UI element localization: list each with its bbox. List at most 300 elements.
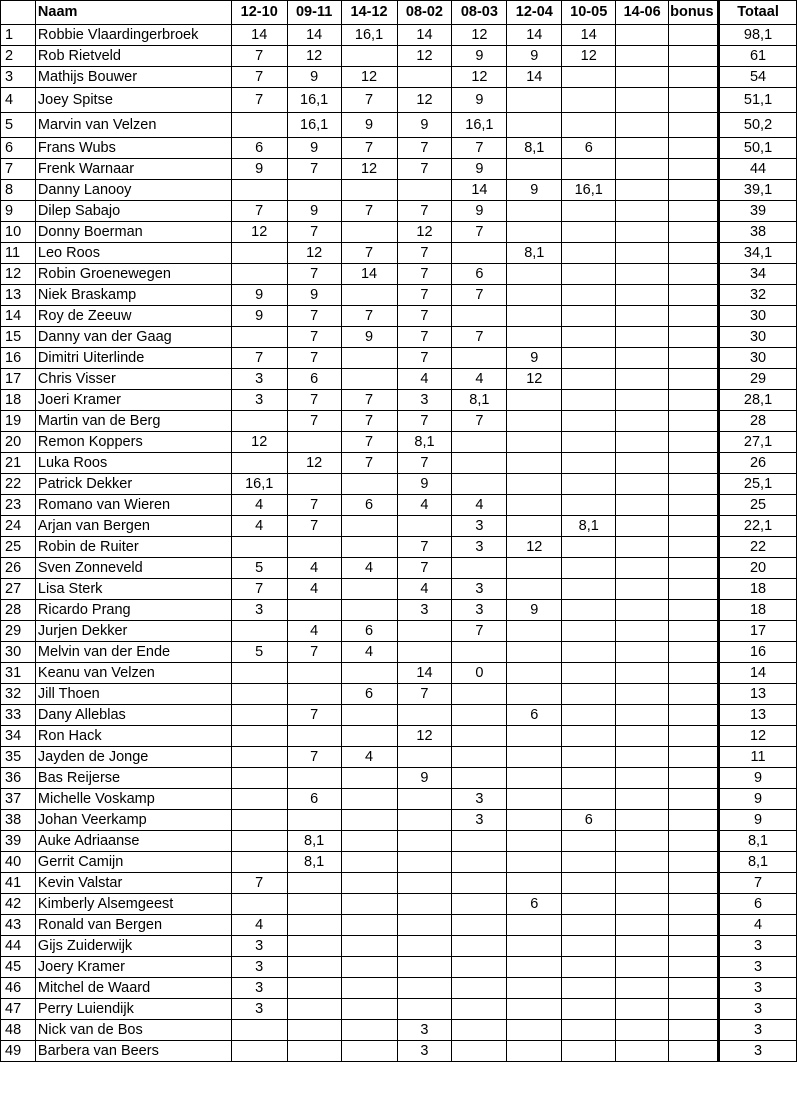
score-cell[interactable]: 7 <box>231 201 287 222</box>
score-cell[interactable]: 9 <box>507 348 562 369</box>
score-cell[interactable] <box>562 390 616 411</box>
score-cell[interactable]: 16,1 <box>341 25 397 46</box>
score-cell[interactable] <box>341 894 397 915</box>
header-cell-date[interactable]: 08-02 <box>397 1 452 25</box>
total-cell[interactable]: 34 <box>719 264 797 285</box>
rank-cell[interactable]: 23 <box>1 495 36 516</box>
rank-cell[interactable]: 33 <box>1 705 36 726</box>
header-cell-date[interactable]: 14-06 <box>616 1 669 25</box>
score-cell[interactable]: 12 <box>507 369 562 390</box>
score-cell[interactable] <box>562 579 616 600</box>
name-cell[interactable]: Joeri Kramer <box>35 390 231 411</box>
total-cell[interactable]: 39 <box>719 201 797 222</box>
header-cell-date[interactable]: 14-12 <box>341 1 397 25</box>
score-cell[interactable] <box>397 831 452 852</box>
score-cell[interactable] <box>507 999 562 1020</box>
bonus-cell[interactable] <box>669 369 719 390</box>
bonus-cell[interactable] <box>669 516 719 537</box>
score-cell[interactable]: 7 <box>287 516 341 537</box>
score-cell[interactable]: 12 <box>397 726 452 747</box>
rank-cell[interactable]: 29 <box>1 621 36 642</box>
score-cell[interactable] <box>397 516 452 537</box>
score-cell[interactable]: 12 <box>397 222 452 243</box>
score-cell[interactable] <box>397 936 452 957</box>
name-cell[interactable]: Romano van Wieren <box>35 495 231 516</box>
bonus-cell[interactable] <box>669 726 719 747</box>
rank-cell[interactable]: 4 <box>1 88 36 113</box>
rank-cell[interactable]: 44 <box>1 936 36 957</box>
score-cell[interactable]: 3 <box>231 999 287 1020</box>
score-cell[interactable] <box>616 327 669 348</box>
total-cell[interactable]: 9 <box>719 768 797 789</box>
bonus-cell[interactable] <box>669 1041 719 1062</box>
score-cell[interactable] <box>452 243 507 264</box>
name-cell[interactable]: Mathijs Bouwer <box>35 67 231 88</box>
score-cell[interactable]: 7 <box>287 327 341 348</box>
score-cell[interactable] <box>341 537 397 558</box>
score-cell[interactable] <box>397 642 452 663</box>
name-cell[interactable]: Robin Groenewegen <box>35 264 231 285</box>
name-cell[interactable]: Robin de Ruiter <box>35 537 231 558</box>
total-cell[interactable]: 25 <box>719 495 797 516</box>
score-cell[interactable] <box>452 726 507 747</box>
bonus-cell[interactable] <box>669 768 719 789</box>
score-cell[interactable]: 3 <box>397 1041 452 1062</box>
bonus-cell[interactable] <box>669 747 719 768</box>
score-cell[interactable] <box>616 159 669 180</box>
score-cell[interactable]: 4 <box>341 642 397 663</box>
name-cell[interactable]: Ricardo Prang <box>35 600 231 621</box>
bonus-cell[interactable] <box>669 999 719 1020</box>
score-cell[interactable] <box>397 67 452 88</box>
score-cell[interactable] <box>562 88 616 113</box>
score-cell[interactable]: 3 <box>231 390 287 411</box>
score-cell[interactable] <box>616 747 669 768</box>
score-cell[interactable] <box>341 810 397 831</box>
score-cell[interactable]: 12 <box>287 46 341 67</box>
score-cell[interactable] <box>507 810 562 831</box>
score-cell[interactable] <box>616 285 669 306</box>
score-cell[interactable] <box>287 768 341 789</box>
total-cell[interactable]: 26 <box>719 453 797 474</box>
score-cell[interactable] <box>562 684 616 705</box>
bonus-cell[interactable] <box>669 67 719 88</box>
score-cell[interactable] <box>231 684 287 705</box>
total-cell[interactable]: 6 <box>719 894 797 915</box>
score-cell[interactable] <box>562 453 616 474</box>
score-cell[interactable] <box>452 684 507 705</box>
score-cell[interactable] <box>231 1020 287 1041</box>
score-cell[interactable]: 12 <box>231 432 287 453</box>
score-cell[interactable]: 6 <box>341 684 397 705</box>
total-cell[interactable]: 29 <box>719 369 797 390</box>
rank-cell[interactable]: 12 <box>1 264 36 285</box>
total-cell[interactable]: 39,1 <box>719 180 797 201</box>
total-cell[interactable]: 28 <box>719 411 797 432</box>
score-cell[interactable]: 3 <box>452 537 507 558</box>
rank-cell[interactable]: 49 <box>1 1041 36 1062</box>
score-cell[interactable] <box>287 936 341 957</box>
score-cell[interactable] <box>397 894 452 915</box>
score-cell[interactable] <box>616 306 669 327</box>
score-cell[interactable] <box>616 113 669 138</box>
score-cell[interactable] <box>341 1020 397 1041</box>
score-cell[interactable] <box>231 243 287 264</box>
total-cell[interactable]: 12 <box>719 726 797 747</box>
score-cell[interactable]: 14 <box>507 25 562 46</box>
rank-cell[interactable]: 18 <box>1 390 36 411</box>
score-cell[interactable]: 3 <box>452 600 507 621</box>
bonus-cell[interactable] <box>669 1020 719 1041</box>
score-cell[interactable]: 16,1 <box>287 113 341 138</box>
score-cell[interactable] <box>507 642 562 663</box>
score-cell[interactable]: 9 <box>507 180 562 201</box>
score-cell[interactable] <box>616 663 669 684</box>
score-cell[interactable] <box>562 222 616 243</box>
name-cell[interactable]: Martin van de Berg <box>35 411 231 432</box>
bonus-cell[interactable] <box>669 348 719 369</box>
score-cell[interactable]: 7 <box>397 537 452 558</box>
score-cell[interactable] <box>562 789 616 810</box>
score-cell[interactable] <box>341 516 397 537</box>
name-cell[interactable]: Robbie Vlaardingerbroek <box>35 25 231 46</box>
rank-cell[interactable]: 47 <box>1 999 36 1020</box>
score-cell[interactable]: 7 <box>231 873 287 894</box>
header-cell-date[interactable]: 09-11 <box>287 1 341 25</box>
score-cell[interactable] <box>562 264 616 285</box>
score-cell[interactable]: 9 <box>452 201 507 222</box>
score-cell[interactable] <box>616 67 669 88</box>
score-cell[interactable]: 16,1 <box>287 88 341 113</box>
score-cell[interactable] <box>616 831 669 852</box>
total-cell[interactable]: 17 <box>719 621 797 642</box>
score-cell[interactable]: 7 <box>341 138 397 159</box>
header-cell-total[interactable]: Totaal <box>719 1 797 25</box>
name-cell[interactable]: Joey Spitse <box>35 88 231 113</box>
bonus-cell[interactable] <box>669 705 719 726</box>
rank-cell[interactable]: 39 <box>1 831 36 852</box>
score-cell[interactable] <box>507 558 562 579</box>
score-cell[interactable]: 7 <box>287 306 341 327</box>
score-cell[interactable] <box>562 1020 616 1041</box>
name-cell[interactable]: Dany Alleblas <box>35 705 231 726</box>
score-cell[interactable]: 9 <box>231 306 287 327</box>
bonus-cell[interactable] <box>669 684 719 705</box>
total-cell[interactable]: 44 <box>719 159 797 180</box>
score-cell[interactable]: 6 <box>562 810 616 831</box>
score-cell[interactable] <box>397 810 452 831</box>
score-cell[interactable] <box>562 957 616 978</box>
score-cell[interactable] <box>507 915 562 936</box>
score-cell[interactable] <box>231 663 287 684</box>
score-cell[interactable]: 7 <box>287 747 341 768</box>
score-cell[interactable] <box>231 264 287 285</box>
total-cell[interactable]: 3 <box>719 957 797 978</box>
score-cell[interactable]: 4 <box>452 369 507 390</box>
score-cell[interactable]: 8,1 <box>287 831 341 852</box>
score-cell[interactable] <box>231 327 287 348</box>
score-cell[interactable] <box>287 474 341 495</box>
score-cell[interactable] <box>616 201 669 222</box>
total-cell[interactable]: 25,1 <box>719 474 797 495</box>
score-cell[interactable] <box>562 432 616 453</box>
bonus-cell[interactable] <box>669 327 719 348</box>
score-cell[interactable]: 12 <box>231 222 287 243</box>
score-cell[interactable] <box>231 113 287 138</box>
rank-cell[interactable]: 13 <box>1 285 36 306</box>
score-cell[interactable] <box>616 46 669 67</box>
score-cell[interactable]: 4 <box>231 495 287 516</box>
bonus-cell[interactable] <box>669 789 719 810</box>
score-cell[interactable]: 4 <box>231 516 287 537</box>
score-cell[interactable]: 3 <box>231 600 287 621</box>
score-cell[interactable] <box>616 810 669 831</box>
header-cell-date[interactable]: 10-05 <box>562 1 616 25</box>
rank-cell[interactable]: 8 <box>1 180 36 201</box>
total-cell[interactable]: 28,1 <box>719 390 797 411</box>
score-cell[interactable] <box>562 348 616 369</box>
score-cell[interactable] <box>341 180 397 201</box>
score-cell[interactable] <box>231 453 287 474</box>
header-cell-date[interactable]: 12-10 <box>231 1 287 25</box>
name-cell[interactable]: Dilep Sabajo <box>35 201 231 222</box>
score-cell[interactable] <box>231 789 287 810</box>
total-cell[interactable]: 27,1 <box>719 432 797 453</box>
score-cell[interactable] <box>507 306 562 327</box>
bonus-cell[interactable] <box>669 810 719 831</box>
score-cell[interactable]: 7 <box>287 705 341 726</box>
header-cell-bonus[interactable]: bonus <box>669 1 719 25</box>
total-cell[interactable]: 3 <box>719 978 797 999</box>
score-cell[interactable]: 4 <box>397 495 452 516</box>
name-cell[interactable]: Lisa Sterk <box>35 579 231 600</box>
name-cell[interactable]: Barbera van Beers <box>35 1041 231 1062</box>
score-cell[interactable] <box>507 516 562 537</box>
score-cell[interactable]: 7 <box>397 243 452 264</box>
score-cell[interactable]: 6 <box>287 369 341 390</box>
rank-cell[interactable]: 34 <box>1 726 36 747</box>
score-cell[interactable]: 9 <box>231 159 287 180</box>
name-cell[interactable]: Melvin van der Ende <box>35 642 231 663</box>
score-cell[interactable] <box>452 306 507 327</box>
rank-cell[interactable]: 37 <box>1 789 36 810</box>
bonus-cell[interactable] <box>669 138 719 159</box>
score-cell[interactable]: 7 <box>231 348 287 369</box>
name-cell[interactable]: Dimitri Uiterlinde <box>35 348 231 369</box>
score-cell[interactable] <box>231 831 287 852</box>
rank-cell[interactable]: 43 <box>1 915 36 936</box>
name-cell[interactable]: Nick van de Bos <box>35 1020 231 1041</box>
score-cell[interactable] <box>562 663 616 684</box>
score-cell[interactable]: 6 <box>562 138 616 159</box>
total-cell[interactable]: 13 <box>719 684 797 705</box>
score-cell[interactable]: 8,1 <box>452 390 507 411</box>
rank-cell[interactable]: 16 <box>1 348 36 369</box>
score-cell[interactable] <box>507 957 562 978</box>
score-cell[interactable] <box>562 936 616 957</box>
score-cell[interactable]: 4 <box>287 558 341 579</box>
score-cell[interactable] <box>452 558 507 579</box>
score-cell[interactable] <box>507 159 562 180</box>
name-cell[interactable]: Kimberly Alsemgeest <box>35 894 231 915</box>
score-cell[interactable] <box>452 873 507 894</box>
bonus-cell[interactable] <box>669 306 719 327</box>
score-cell[interactable] <box>341 726 397 747</box>
score-cell[interactable] <box>231 621 287 642</box>
score-cell[interactable] <box>616 1020 669 1041</box>
score-cell[interactable]: 14 <box>341 264 397 285</box>
score-cell[interactable]: 7 <box>397 327 452 348</box>
name-cell[interactable]: Kevin Valstar <box>35 873 231 894</box>
score-cell[interactable]: 3 <box>452 579 507 600</box>
score-cell[interactable] <box>562 411 616 432</box>
bonus-cell[interactable] <box>669 453 719 474</box>
score-cell[interactable] <box>452 831 507 852</box>
score-cell[interactable]: 7 <box>231 46 287 67</box>
score-cell[interactable] <box>562 873 616 894</box>
score-cell[interactable] <box>562 67 616 88</box>
score-cell[interactable] <box>616 432 669 453</box>
score-cell[interactable] <box>452 747 507 768</box>
name-cell[interactable]: Frenk Warnaar <box>35 159 231 180</box>
score-cell[interactable] <box>507 726 562 747</box>
score-cell[interactable] <box>562 852 616 873</box>
score-cell[interactable] <box>507 789 562 810</box>
score-cell[interactable] <box>616 768 669 789</box>
score-cell[interactable] <box>341 957 397 978</box>
score-cell[interactable]: 8,1 <box>287 852 341 873</box>
score-cell[interactable]: 4 <box>287 621 341 642</box>
score-cell[interactable]: 7 <box>397 285 452 306</box>
score-cell[interactable] <box>231 810 287 831</box>
name-cell[interactable]: Johan Veerkamp <box>35 810 231 831</box>
score-cell[interactable] <box>507 327 562 348</box>
score-cell[interactable] <box>287 1041 341 1062</box>
score-cell[interactable] <box>287 537 341 558</box>
score-cell[interactable] <box>562 642 616 663</box>
score-cell[interactable] <box>287 999 341 1020</box>
bonus-cell[interactable] <box>669 113 719 138</box>
bonus-cell[interactable] <box>669 88 719 113</box>
score-cell[interactable] <box>507 768 562 789</box>
score-cell[interactable] <box>507 852 562 873</box>
score-cell[interactable]: 14 <box>397 25 452 46</box>
rank-cell[interactable]: 22 <box>1 474 36 495</box>
total-cell[interactable]: 51,1 <box>719 88 797 113</box>
score-cell[interactable]: 3 <box>452 789 507 810</box>
score-cell[interactable] <box>616 390 669 411</box>
score-cell[interactable]: 7 <box>397 201 452 222</box>
rank-cell[interactable]: 21 <box>1 453 36 474</box>
score-cell[interactable] <box>616 25 669 46</box>
name-cell[interactable]: Niek Braskamp <box>35 285 231 306</box>
score-cell[interactable]: 7 <box>341 201 397 222</box>
score-cell[interactable]: 12 <box>562 46 616 67</box>
score-cell[interactable]: 3 <box>397 600 452 621</box>
rank-cell[interactable]: 24 <box>1 516 36 537</box>
score-cell[interactable] <box>616 474 669 495</box>
score-cell[interactable] <box>616 411 669 432</box>
score-cell[interactable]: 7 <box>341 453 397 474</box>
score-cell[interactable]: 7 <box>452 138 507 159</box>
score-cell[interactable]: 5 <box>231 558 287 579</box>
score-cell[interactable] <box>287 600 341 621</box>
score-cell[interactable] <box>397 852 452 873</box>
score-cell[interactable]: 9 <box>507 46 562 67</box>
rank-cell[interactable]: 36 <box>1 768 36 789</box>
score-cell[interactable]: 7 <box>287 159 341 180</box>
score-cell[interactable] <box>507 411 562 432</box>
total-cell[interactable]: 50,2 <box>719 113 797 138</box>
score-cell[interactable] <box>341 852 397 873</box>
score-cell[interactable]: 12 <box>341 159 397 180</box>
score-cell[interactable] <box>452 957 507 978</box>
bonus-cell[interactable] <box>669 915 719 936</box>
score-cell[interactable] <box>562 159 616 180</box>
name-cell[interactable]: Frans Wubs <box>35 138 231 159</box>
score-cell[interactable] <box>562 1041 616 1062</box>
score-cell[interactable]: 7 <box>341 411 397 432</box>
score-cell[interactable] <box>616 558 669 579</box>
score-cell[interactable] <box>507 684 562 705</box>
score-cell[interactable] <box>562 306 616 327</box>
score-cell[interactable]: 0 <box>452 663 507 684</box>
rank-cell[interactable]: 27 <box>1 579 36 600</box>
score-cell[interactable] <box>616 600 669 621</box>
total-cell[interactable]: 18 <box>719 579 797 600</box>
score-cell[interactable]: 8,1 <box>507 243 562 264</box>
score-cell[interactable]: 12 <box>397 46 452 67</box>
score-cell[interactable]: 7 <box>287 390 341 411</box>
score-cell[interactable] <box>616 894 669 915</box>
score-cell[interactable]: 7 <box>397 684 452 705</box>
score-cell[interactable] <box>616 978 669 999</box>
score-cell[interactable]: 4 <box>341 558 397 579</box>
name-cell[interactable]: Remon Koppers <box>35 432 231 453</box>
score-cell[interactable] <box>452 432 507 453</box>
rank-cell[interactable]: 42 <box>1 894 36 915</box>
score-cell[interactable] <box>562 978 616 999</box>
header-cell-date[interactable]: 12-04 <box>507 1 562 25</box>
score-cell[interactable] <box>507 579 562 600</box>
bonus-cell[interactable] <box>669 957 719 978</box>
score-cell[interactable] <box>452 915 507 936</box>
total-cell[interactable]: 30 <box>719 306 797 327</box>
score-cell[interactable]: 3 <box>231 957 287 978</box>
score-cell[interactable]: 4 <box>287 579 341 600</box>
score-cell[interactable] <box>507 88 562 113</box>
score-cell[interactable] <box>507 1041 562 1062</box>
score-cell[interactable]: 16,1 <box>452 113 507 138</box>
score-cell[interactable] <box>562 915 616 936</box>
score-cell[interactable]: 12 <box>452 25 507 46</box>
score-cell[interactable] <box>452 642 507 663</box>
score-cell[interactable] <box>341 915 397 936</box>
score-cell[interactable] <box>507 873 562 894</box>
total-cell[interactable]: 4 <box>719 915 797 936</box>
bonus-cell[interactable] <box>669 222 719 243</box>
total-cell[interactable]: 3 <box>719 999 797 1020</box>
score-cell[interactable]: 3 <box>397 1020 452 1041</box>
header-cell-rank[interactable] <box>1 1 36 25</box>
rank-cell[interactable]: 1 <box>1 25 36 46</box>
score-cell[interactable] <box>397 873 452 894</box>
score-cell[interactable]: 4 <box>231 915 287 936</box>
score-cell[interactable]: 7 <box>452 411 507 432</box>
score-cell[interactable] <box>341 600 397 621</box>
score-cell[interactable] <box>507 1020 562 1041</box>
name-cell[interactable]: Perry Luiendijk <box>35 999 231 1020</box>
